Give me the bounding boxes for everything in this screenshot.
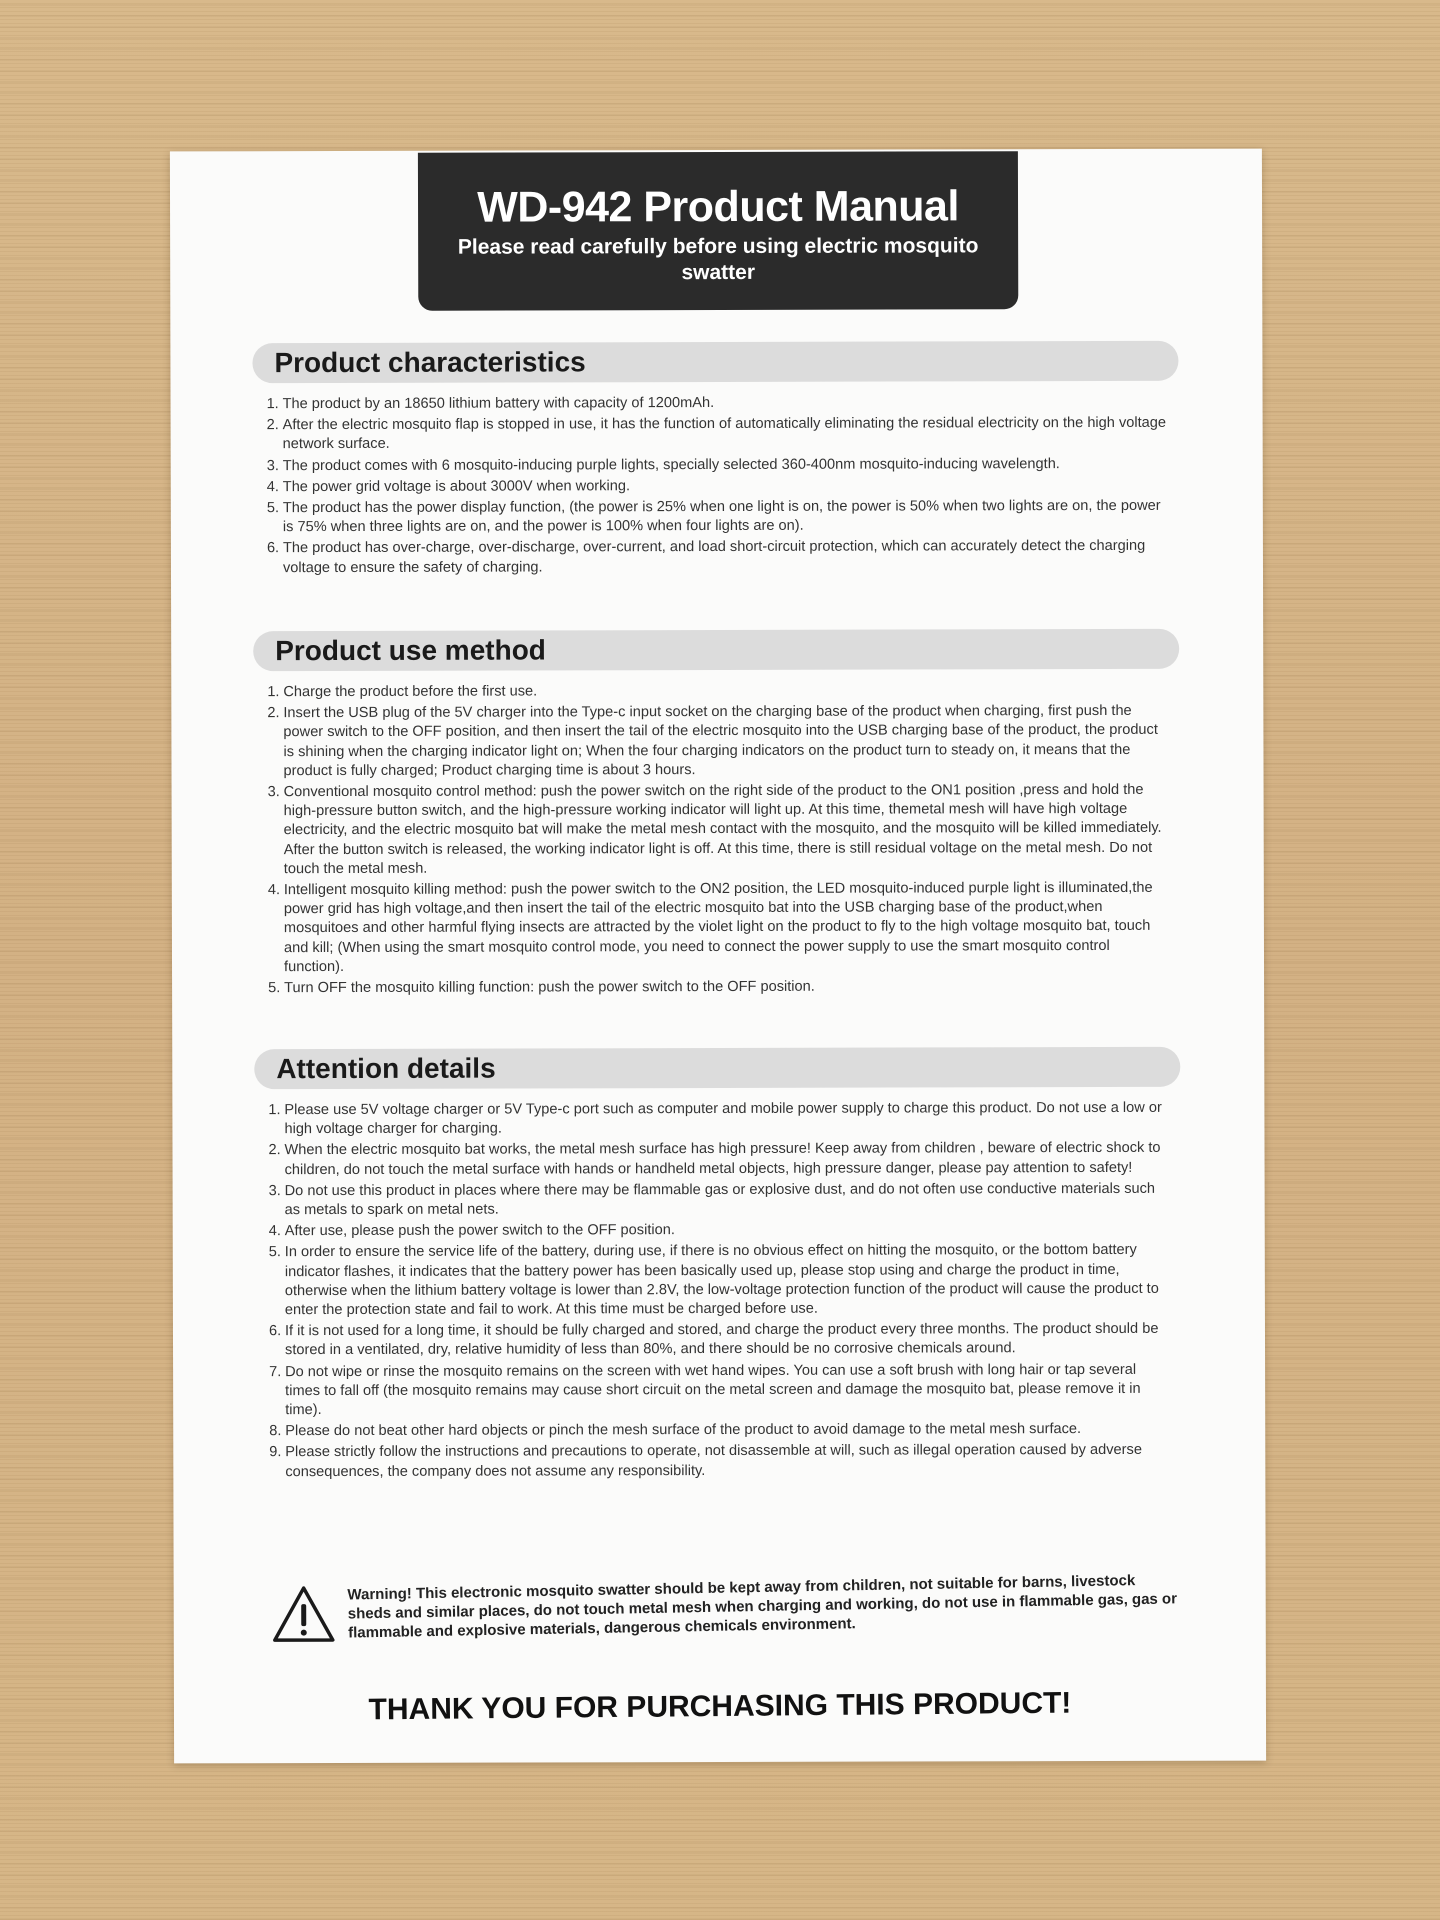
- item-text: The product has over-charge, over-discharge, over-current, and load short-circuit protection, which can accurately detect the charging voltage to ensure the safety of charging.: [282, 538, 1146, 576]
- list-item: [268, 1099, 1180, 1140]
- list-item: [267, 393, 1179, 415]
- item-text: The product comes with 6 mosquito-inducing purple lights, specially selected 360-400nm mosquito-inducing wavelength.: [282, 455, 1060, 474]
- characteristics-list: [253, 393, 1179, 578]
- section-title: Product use method: [275, 634, 546, 667]
- item-text: Do not wipe or rinse the mosquito remains on the screen with wet hand wipes. You can use a soft brush with long hair or tap several times to fall off (the mosquito remains may cause short circuit on the metal screen and damage the mosquito bat, please remove it in time).: [285, 1361, 1141, 1419]
- section-header-bar: [253, 629, 1179, 671]
- item-text: Turn OFF the mosquito killing function: push the power switch to the OFF position.: [284, 978, 815, 997]
- item-number: 2.: [268, 1142, 281, 1159]
- list-item: [269, 1320, 1181, 1361]
- list-item: [269, 1441, 1181, 1482]
- item-number: 3.: [266, 457, 279, 474]
- item-number: 1.: [266, 396, 279, 413]
- section-product-use-method: [253, 629, 1180, 1001]
- section-attention-details: [254, 1047, 1181, 1484]
- warning-text: Warning! This electronic mosquito swatter should be kept away from children, not suitable for barns, livestock sheds and similar places, do not touch metal mesh when charging and working, do not use in flammable gas, gas or flammable and explosive materials, dangerous chemicals environment.: [347, 1572, 1178, 1642]
- item-text: Conventional mosquito control method: push the power switch on the right side of the product to the ON1 position ,press and hold the high-pressure button switch, and the high-pressure working indicator will light up. At this time, themetal mesh will have high voltage electricity, and the electric mosquito bat will make the metal mesh contact with the mosquito, and the mosquito will be killed immediately. After the button switch is released, the working indicator light is off. At this time, there is still residual voltage on the metal mesh. Do not touch the metal mesh.: [283, 781, 1162, 877]
- item-text: Charge the product before the first use.: [283, 683, 538, 701]
- section-title: Product characteristics: [274, 346, 586, 379]
- list-item: [268, 1139, 1180, 1180]
- item-text: After use, please push the power switch to the OFF position.: [284, 1222, 675, 1240]
- item-text: The product has the power display function, (the power is 25% when one light is on, the power is 50% when two lights are on, the power is 75% when three lights are on, and the power is 100% when four lights are on).: [282, 497, 1161, 536]
- item-text: Please use 5V voltage charger or 5V Type-c port such as computer and mobile power supply to charge this product. Do not use a low or high voltage charger for charging.: [284, 1099, 1162, 1138]
- item-number: 3.: [268, 1182, 281, 1199]
- list-item: [269, 1241, 1181, 1320]
- use-method-list: [253, 681, 1180, 999]
- list-item: [268, 977, 1180, 999]
- list-item: [267, 497, 1179, 538]
- list-item: [268, 781, 1180, 879]
- item-number: 4.: [266, 478, 279, 495]
- item-number: 8.: [269, 1423, 282, 1440]
- item-number: 5.: [266, 500, 280, 517]
- list-item: [267, 414, 1179, 455]
- list-item: [269, 1220, 1181, 1242]
- warning-triangle-icon: [272, 1585, 336, 1643]
- section-header-bar: [252, 341, 1178, 383]
- item-number: 6.: [266, 540, 280, 557]
- item-number: 9.: [269, 1444, 282, 1461]
- list-item: [268, 879, 1180, 977]
- list-item: [267, 537, 1179, 578]
- item-text: The product by an 18650 lithium battery with capacity of 1200mAh.: [282, 395, 715, 413]
- item-text: The power grid voltage is about 3000V when working.: [282, 478, 631, 495]
- header-banner: [418, 151, 1018, 311]
- item-text: Please do not beat other hard objects or pinch the mesh surface of the product to avoid damage to the metal mesh surface.: [285, 1421, 1082, 1440]
- list-item: [269, 1360, 1181, 1420]
- item-text: Please strictly follow the instructions and precautions to operate, not disassemble at will, such as illegal operation caused by adverse consequences, the company does not assume any responsibility.: [285, 1442, 1142, 1480]
- item-number: 6.: [268, 1323, 282, 1340]
- manual-subtitle: Please read carefully before using electric mosquito swatter: [457, 234, 979, 285]
- item-text: Intelligent mosquito killing method: push the power switch to the ON2 position, the LED mosquito-induced purple light is illuminated,the power grid has high voltage,and then insert the tail of the electric mosquito bat into the USB charging base of the product,when mosquitoes and other harmful flying insects are attracted by the violet light on the product to fly to the high voltage mosquito bat, touch and kill; (When using the smart mosquito control mode, you need to connect the power supply to use the smart mosquito control function).: [283, 879, 1153, 975]
- list-item: [267, 476, 1179, 498]
- section-product-characteristics: [252, 341, 1179, 580]
- item-number: 5.: [268, 980, 281, 997]
- item-number: 1.: [268, 1102, 281, 1119]
- item-text: When the electric mosquito bat works, the metal mesh surface has high pressure! Keep away from children , beware of electric shock to children, do not touch the metal surface with hands or handheld metal objects, high pressure danger, please pay attention to safety!: [284, 1140, 1161, 1178]
- attention-list: [254, 1099, 1181, 1482]
- list-item: [267, 702, 1179, 781]
- list-item: [267, 681, 1179, 703]
- item-number: 2.: [266, 417, 279, 434]
- item-text: In order to ensure the service life of the battery, during use, if there is no obvious effect on hitting the mosquito, or the bottom battery indicator flashes, it indicates that the battery power has been basically used up, please stop using and charge the product in time, otherwise when the lithium battery voltage is lower than 2.8V, the low-voltage protection function of the product will cause the product to enter the protection state and fail to work. At this time must be charged before use.: [284, 1242, 1159, 1319]
- manual-title: WD-942 Product Manual: [477, 182, 959, 232]
- section-title: Attention details: [276, 1052, 496, 1085]
- item-number: 2.: [267, 705, 280, 722]
- item-text: After the electric mosquito flap is stopped in use, it has the function of automatically eliminating the residual electricity on the high voltage network surface.: [282, 415, 1167, 453]
- thank-you-message: THANK YOU FOR PURCHASING THIS PRODUCT!: [368, 1686, 1072, 1727]
- section-header-bar: [254, 1047, 1180, 1089]
- list-item: [269, 1420, 1181, 1442]
- item-number: 4.: [267, 882, 281, 899]
- item-number: 4.: [268, 1223, 281, 1240]
- item-text: Insert the USB plug of the 5V charger into the Type-c input socket on the charging base of the product when charging, first push the power switch to the OFF position, and then insert the tail of the electric mosquito into the USB charging base of the product, the product is shining when the charging indicator light on; When the four charging indicators on the product turn to steady on, it means that the product is fully charged; Product charging time is about 3 hours.: [283, 703, 1158, 779]
- item-number: 5.: [268, 1244, 281, 1261]
- list-item: [267, 454, 1179, 476]
- list-item: [269, 1180, 1181, 1221]
- warning-block: [272, 1572, 1182, 1643]
- item-number: 7.: [269, 1363, 282, 1380]
- item-text: Do not use this product in places where there may be flammable gas or explosive dust, and do not often use conductive materials such as metals to spark on metal nets.: [284, 1180, 1156, 1219]
- item-text: If it is not used for a long time, it should be fully charged and stored, and charge the product every three months. The product should be stored in a ventilated, dry, relative humidity of less than 80%, and there should be no corrosive chemicals around.: [284, 1321, 1159, 1359]
- item-number: 1.: [267, 684, 280, 701]
- item-number: 3.: [267, 784, 280, 801]
- manual-sheet: [170, 149, 1266, 1764]
